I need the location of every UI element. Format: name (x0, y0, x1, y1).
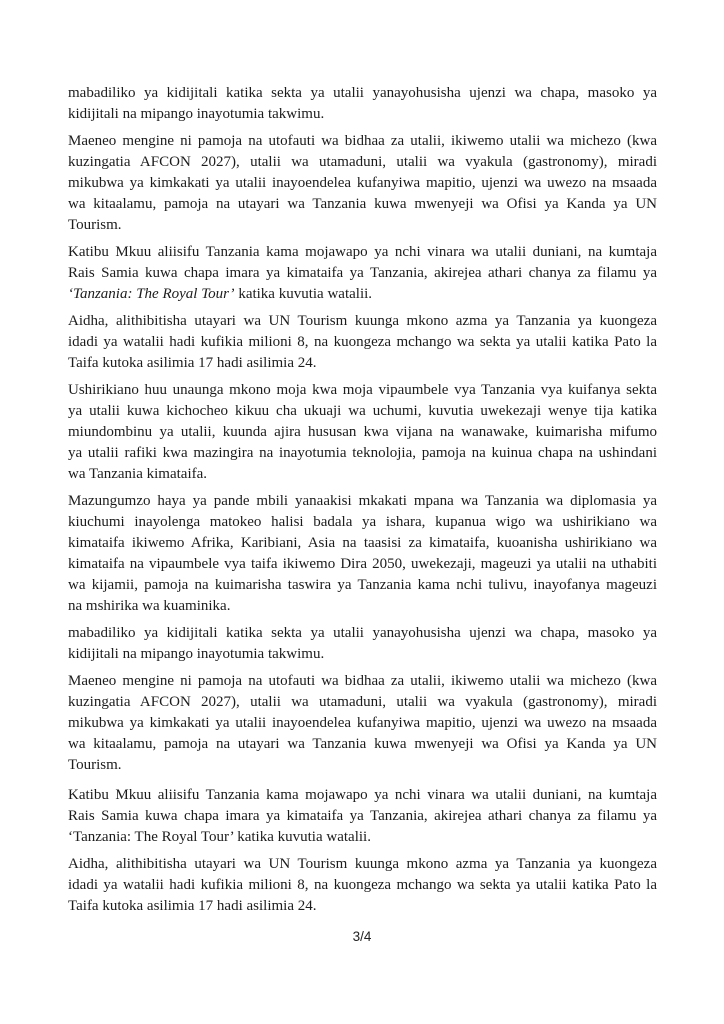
text-segment: wa kitaalamu, pamoja na utayari wa Tanzania kuwa mwenyeji wa Ofisi ya Kanda ya UN (68, 736, 657, 752)
paragraph-10 (68, 854, 657, 917)
paragraph-9 (68, 785, 657, 848)
text-line (68, 464, 657, 485)
text-line (68, 671, 657, 692)
text-line (68, 827, 657, 848)
text-line (68, 173, 657, 194)
text-line (68, 401, 657, 422)
text-segment: Maeneo mengine ni pamoja na utofauti wa bidhaa za utalii, ikiwemo utalii wa michezo (kwa (68, 673, 657, 689)
page-number: 3/4 (352, 929, 372, 944)
text-line (68, 152, 657, 173)
text-line (68, 512, 657, 533)
text-line (68, 83, 657, 104)
text-line (68, 596, 657, 617)
text-segment: Taifa kutoka asilimia 17 hadi asilimia 24. (68, 898, 317, 914)
text-line (68, 263, 657, 284)
text-line (68, 575, 657, 596)
text-line (68, 242, 657, 263)
text-segment: Maeneo mengine ni pamoja na utofauti wa bidhaa za utalii, ikiwemo utalii wa michezo (kwa (68, 133, 657, 149)
text-line (68, 353, 657, 374)
text-line (68, 284, 657, 305)
text-segment: ya utalii kuwa kichocheo kikuu cha ukuaji wa uchumi, kuvutia uwekezaji wenye tija katika (68, 403, 657, 419)
text-segment: Aidha, alithibitisha utayari wa UN Tourism kuunga mkono azma ya Tanzania ya kuongeza (68, 856, 657, 872)
film-title-italic: ‘Tanzania: The Royal Tour’ (68, 286, 235, 302)
text-segment: mikubwa ya kimkakati ya utalii inayoendelea kufanyiwa mapitio, ujenzi wa uwezo na msaada (68, 715, 657, 731)
text-segment: Rais Samia kuwa chapa imara ya kimataifa ya Tanzania, akirejea athari chanya za filamu ya (68, 265, 657, 281)
text-line (68, 896, 657, 917)
paragraph-3 (68, 242, 657, 305)
document-text (68, 83, 657, 923)
text-line (68, 554, 657, 575)
text-segment: kidijitali na mipango inayotumia takwimu. (68, 646, 325, 662)
text-segment: wa kijamii, pamoja na kuimarisha taswira ya Tanzania kama nchi tulivu, inayofanya mageuzi (68, 577, 657, 593)
text-segment: miundombinu ya utalii, kuunda ajira hususan kwa vijana na wanawake, kuimarisha mifumo (68, 424, 657, 440)
paragraph-5 (68, 380, 657, 485)
text-line (68, 131, 657, 152)
text-line (68, 215, 657, 236)
text-segment: kuzingatia AFCON 2027), utalii wa utamaduni, utalii wa vyakula (gastronomy), miradi (68, 694, 657, 710)
text-line (68, 311, 657, 332)
text-line (68, 734, 657, 755)
text-line (68, 443, 657, 464)
text-segment: kimataifa na vipaumbele vya taifa ikiwemo Dira 2050, uwekezaji, mageuzi ya utalii na uthabiti (68, 556, 657, 572)
text-line (68, 533, 657, 554)
text-segment: Katibu Mkuu aliisifu Tanzania kama mojawapo ya nchi vinara wa utalii duniani, na kumtaja (68, 787, 657, 803)
text-segment: mabadiliko ya kidijitali katika sekta ya utalii yanayohusisha ujenzi wa chapa, masoko ya (68, 85, 657, 101)
paragraph-6 (68, 491, 657, 617)
text-segment: kuzingatia AFCON 2027), utalii wa utamaduni, utalii wa vyakula (gastronomy), miradi (68, 154, 657, 170)
text-line (68, 104, 657, 125)
text-segment: wa kitaalamu, pamoja na utayari wa Tanzania kuwa mwenyeji wa Ofisi ya Kanda ya UN (68, 196, 657, 212)
text-line (68, 713, 657, 734)
text-segment: mikubwa ya kimkakati ya utalii inayoendelea kufanyiwa mapitio, ujenzi wa uwezo na msaada (68, 175, 657, 191)
text-segment: Tourism. (68, 217, 122, 233)
text-segment: ‘Tanzania: The Royal Tour’ katika kuvutia watalii. (68, 829, 371, 845)
text-line (68, 623, 657, 644)
text-segment: kiuchumi inayolenga matokeo halisi badala ya ishara, kupanua wigo wa ushirikiano wa (68, 514, 657, 530)
text-segment: wa Tanzania kimataifa. (68, 466, 208, 482)
paragraph-8 (68, 671, 657, 776)
text-line (68, 875, 657, 896)
text-line (68, 422, 657, 443)
text-line (68, 692, 657, 713)
text-segment: mabadiliko ya kidijitali katika sekta ya utalii yanayohusisha ujenzi wa chapa, masoko ya (68, 625, 657, 641)
text-segment: idadi ya watalii hadi kufikia milioni 8, na kuongeza mchango wa sekta ya utalii katika Pato la (68, 334, 657, 350)
text-segment: Rais Samia kuwa chapa imara ya kimataifa ya Tanzania, akirejea athari chanya za filamu ya (68, 808, 657, 824)
text-segment: kimataifa ikiwemo Afrika, Karibiani, Asia na taasisi za kimataifa, kuoanisha ushirikiano wa (68, 535, 657, 551)
text-line (68, 380, 657, 401)
paragraph-1 (68, 83, 657, 125)
text-segment: na mshirika wa kuaminika. (68, 598, 231, 614)
paragraph-7 (68, 623, 657, 665)
text-segment: Tourism. (68, 757, 122, 773)
text-segment: Katibu Mkuu aliisifu Tanzania kama mojawapo ya nchi vinara wa utalii duniani, na kumtaja (68, 244, 657, 260)
text-line (68, 644, 657, 665)
text-segment: Aidha, alithibitisha utayari wa UN Tourism kuunga mkono azma ya Tanzania ya kuongeza (68, 313, 657, 329)
text-line (68, 194, 657, 215)
paragraph-4 (68, 311, 657, 374)
text-line (68, 332, 657, 353)
text-segment: idadi ya watalii hadi kufikia milioni 8, na kuongeza mchango wa sekta ya utalii katika Pato la (68, 877, 657, 893)
text-segment: ya utalii rafiki kwa mazingira na inayotumia teknolojia, pamoja na kuinua chapa na ushindani (68, 445, 657, 461)
text-segment: Mazungumzo haya ya pande mbili yanaakisi mkakati mpana wa Tanzania wa diplomasia ya (68, 493, 657, 509)
paragraph-2 (68, 131, 657, 236)
text-line (68, 854, 657, 875)
text-segment: Ushirikiano huu unaunga mkono moja kwa moja vipaumbele vya Tanzania vya kuifanya sekta (68, 382, 657, 398)
text-line (68, 755, 657, 776)
text-segment: katika kuvutia watalii. (234, 286, 373, 302)
text-segment: Taifa kutoka asilimia 17 hadi asilimia 24. (68, 355, 317, 371)
text-line (68, 806, 657, 827)
text-line (68, 785, 657, 806)
text-line (68, 491, 657, 512)
text-segment: kidijitali na mipango inayotumia takwimu. (68, 106, 325, 122)
